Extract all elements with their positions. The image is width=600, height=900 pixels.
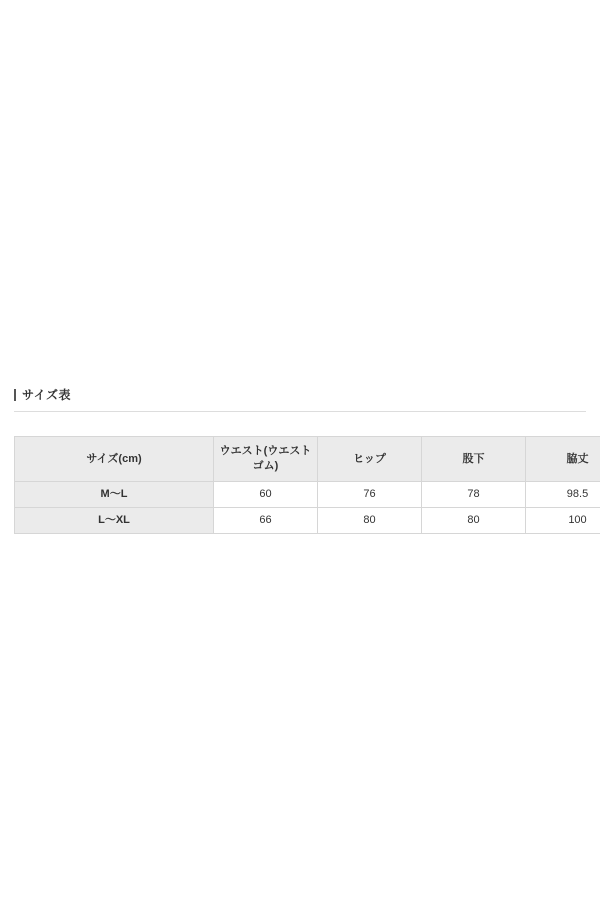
table-row <box>15 482 600 508</box>
heading-bar-icon <box>14 389 16 401</box>
size-table <box>14 436 600 534</box>
row-header-size: M〜L <box>15 482 214 508</box>
size-table-header <box>15 437 600 482</box>
section-heading-label: サイズ表 <box>22 388 72 402</box>
cell-sidelength: 100 <box>526 507 600 533</box>
cell-hip: 80 <box>318 507 422 533</box>
column-header-inseam: 股下 <box>422 437 526 482</box>
size-chart-section <box>14 386 589 534</box>
size-table-body <box>15 482 600 534</box>
column-header-sidelength: 脇丈 <box>526 437 600 482</box>
row-header-size: L〜XL <box>15 507 214 533</box>
column-header-hip: ヒップ <box>318 437 422 482</box>
table-header-row <box>15 437 600 482</box>
cell-hip: 76 <box>318 482 422 508</box>
cell-waist: 66 <box>214 507 318 533</box>
table-row <box>15 507 600 533</box>
cell-inseam: 78 <box>422 482 526 508</box>
section-heading <box>14 386 586 412</box>
cell-inseam: 80 <box>422 507 526 533</box>
cell-sidelength: 98.5 <box>526 482 600 508</box>
cell-waist: 60 <box>214 482 318 508</box>
column-header-waist: ウエスト(ウエストゴム) <box>214 437 318 482</box>
column-header-size: サイズ(cm) <box>15 437 214 482</box>
